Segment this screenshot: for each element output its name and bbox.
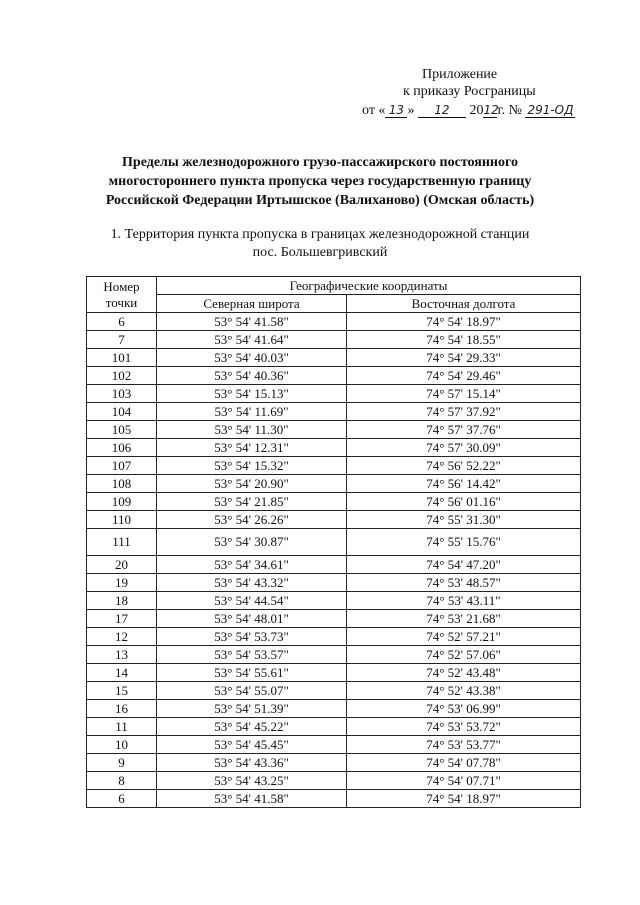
cell-longitude: 74° 54' 47.20": [347, 556, 581, 574]
title-line-3: Российской Федерации Иртышское (Валиханово) (Омская область): [105, 193, 535, 208]
cell-latitude: 53° 54' 12.31": [157, 439, 347, 457]
table-row: [87, 385, 581, 403]
cell-latitude: 53° 54' 53.73": [157, 628, 347, 646]
cell-latitude: 53° 54' 40.36": [157, 367, 347, 385]
cell-latitude: 53° 54' 30.87": [157, 529, 347, 556]
table-row: [87, 736, 581, 754]
table-row: [87, 313, 581, 331]
title-line-1: Пределы железнодорожного грузо-пассажирского постоянного: [122, 155, 518, 170]
table-row: [87, 403, 581, 421]
cell-point-number: 102: [87, 367, 157, 385]
table-row: [87, 718, 581, 736]
date-prefix: от «: [362, 103, 386, 118]
cell-longitude: 74° 53' 53.77": [347, 736, 581, 754]
cell-longitude: 74° 54' 07.71": [347, 772, 581, 790]
cell-longitude: 74° 55' 31.30": [347, 511, 581, 529]
cell-latitude: 53° 54' 55.07": [157, 682, 347, 700]
cell-latitude: 53° 54' 41.64": [157, 331, 347, 349]
cell-latitude: 53° 54' 43.32": [157, 574, 347, 592]
table-row: [87, 772, 581, 790]
table-row: [87, 790, 581, 808]
cell-point-number: 16: [87, 700, 157, 718]
cell-longitude: 74° 53' 06.99": [347, 700, 581, 718]
cell-point-number: 104: [87, 403, 157, 421]
cell-latitude: 53° 54' 48.01": [157, 610, 347, 628]
cell-point-number: 8: [87, 772, 157, 790]
cell-point-number: 103: [87, 385, 157, 403]
cell-point-number: 14: [87, 664, 157, 682]
cell-latitude: 53° 54' 40.03": [157, 349, 347, 367]
cell-point-number: 13: [87, 646, 157, 664]
cell-point-number: 19: [87, 574, 157, 592]
cell-longitude: 74° 54' 07.78": [347, 754, 581, 772]
table-row: [87, 457, 581, 475]
header-point-number: [87, 277, 157, 313]
coordinates-table: [86, 276, 581, 808]
cell-point-number: 15: [87, 682, 157, 700]
cell-point-number: 20: [87, 556, 157, 574]
order-number: 291-ОД: [527, 103, 574, 117]
section-heading-line-1: 1. Территория пункта пропуска в границах железнодорожной станции: [110, 227, 530, 242]
cell-longitude: 74° 54' 18.97": [347, 313, 581, 331]
table-row: [87, 475, 581, 493]
order-day: 13: [385, 103, 407, 118]
cell-latitude: 53° 54' 15.13": [157, 385, 347, 403]
cell-longitude: 74° 53' 48.57": [347, 574, 581, 592]
table-row: [87, 556, 581, 574]
cell-point-number: 18: [87, 592, 157, 610]
cell-point-number: 107: [87, 457, 157, 475]
table-row: [87, 700, 581, 718]
cell-latitude: 53° 54' 45.45": [157, 736, 347, 754]
table-row: [87, 664, 581, 682]
cell-longitude: 74° 57' 37.76": [347, 421, 581, 439]
cell-point-number: 6: [87, 313, 157, 331]
section-heading-line-2: пос. Большевгривский: [252, 245, 388, 260]
cell-latitude: 53° 54' 41.58": [157, 790, 347, 808]
cell-longitude: 74° 54' 18.97": [347, 790, 581, 808]
cell-latitude: 53° 54' 15.32": [157, 457, 347, 475]
cell-latitude: 53° 54' 11.30": [157, 421, 347, 439]
cell-latitude: 53° 54' 41.58": [157, 313, 347, 331]
cell-latitude: 53° 54' 53.57": [157, 646, 347, 664]
cell-longitude: 74° 52' 43.38": [347, 682, 581, 700]
cell-longitude: 74° 54' 29.33": [347, 349, 581, 367]
table-row: [87, 421, 581, 439]
table-row: [87, 574, 581, 592]
header-point-line-2: точки: [105, 294, 138, 310]
cell-longitude: 74° 56' 52.22": [347, 457, 581, 475]
order-date-number-line: [362, 102, 575, 120]
table-row: [87, 349, 581, 367]
table-row: [87, 628, 581, 646]
cell-latitude: 53° 54' 34.61": [157, 556, 347, 574]
table-row: [87, 610, 581, 628]
cell-longitude: 74° 57' 15.14": [347, 385, 581, 403]
cell-point-number: 110: [87, 511, 157, 529]
cell-point-number: 106: [87, 439, 157, 457]
header-point-line-1: Номер: [103, 278, 140, 294]
cell-latitude: 53° 54' 26.26": [157, 511, 347, 529]
cell-latitude: 53° 54' 43.36": [157, 754, 347, 772]
cell-latitude: 53° 54' 45.22": [157, 718, 347, 736]
cell-longitude: 74° 52' 57.21": [347, 628, 581, 646]
table-row: [87, 529, 581, 556]
cell-longitude: 74° 52' 43.48": [347, 664, 581, 682]
cell-longitude: 74° 53' 43.11": [347, 592, 581, 610]
date-close-quote: »: [407, 103, 415, 118]
cell-longitude: 74° 55' 15.76": [347, 529, 581, 556]
cell-point-number: 10: [87, 736, 157, 754]
cell-latitude: 53° 54' 43.25": [157, 772, 347, 790]
cell-point-number: 108: [87, 475, 157, 493]
header-geo-coordinates: Географические координаты: [157, 277, 581, 295]
year-prefix: 20: [469, 103, 484, 118]
cell-point-number: 111: [87, 529, 157, 556]
table-row: [87, 754, 581, 772]
appendix-label: Приложение: [422, 67, 498, 82]
cell-point-number: 109: [87, 493, 157, 511]
title-line-2: многостороннего пункта пропуска через государственную границу: [108, 174, 532, 189]
cell-longitude: 74° 53' 53.72": [347, 718, 581, 736]
cell-longitude: 74° 53' 21.68": [347, 610, 581, 628]
order-reference: к приказу Росграницы: [403, 84, 536, 99]
cell-longitude: 74° 52' 57.06": [347, 646, 581, 664]
table-row: [87, 493, 581, 511]
cell-latitude: 53° 54' 44.54": [157, 592, 347, 610]
cell-latitude: 53° 54' 11.69": [157, 403, 347, 421]
cell-longitude: 74° 56' 14.42": [347, 475, 581, 493]
table-row: [87, 682, 581, 700]
document-title: [60, 153, 580, 210]
cell-longitude: 74° 54' 18.55": [347, 331, 581, 349]
cell-point-number: 105: [87, 421, 157, 439]
table-row: [87, 592, 581, 610]
table-row: [87, 646, 581, 664]
header-latitude: Северная широта: [157, 295, 347, 313]
cell-point-number: 17: [87, 610, 157, 628]
table-row: [87, 511, 581, 529]
cell-latitude: 53° 54' 20.90": [157, 475, 347, 493]
table-row: [87, 439, 581, 457]
cell-point-number: 6: [87, 790, 157, 808]
cell-point-number: 11: [87, 718, 157, 736]
cell-point-number: 7: [87, 331, 157, 349]
cell-longitude: 74° 57' 37.92": [347, 403, 581, 421]
cell-latitude: 53° 54' 51.39": [157, 700, 347, 718]
year-end: г. №: [497, 103, 522, 118]
table-row: [87, 331, 581, 349]
cell-longitude: 74° 54' 29.46": [347, 367, 581, 385]
cell-point-number: 9: [87, 754, 157, 772]
cell-point-number: 12: [87, 628, 157, 646]
cell-point-number: 101: [87, 349, 157, 367]
header-longitude: Восточная долгота: [347, 295, 581, 313]
cell-latitude: 53° 54' 21.85": [157, 493, 347, 511]
cell-latitude: 53° 54' 55.61": [157, 664, 347, 682]
section-heading: [60, 226, 580, 262]
cell-longitude: 74° 56' 01.16": [347, 493, 581, 511]
order-month: 12: [418, 103, 466, 118]
order-year-suffix: 12: [483, 103, 499, 117]
table-row: [87, 367, 581, 385]
cell-longitude: 74° 57' 30.09": [347, 439, 581, 457]
